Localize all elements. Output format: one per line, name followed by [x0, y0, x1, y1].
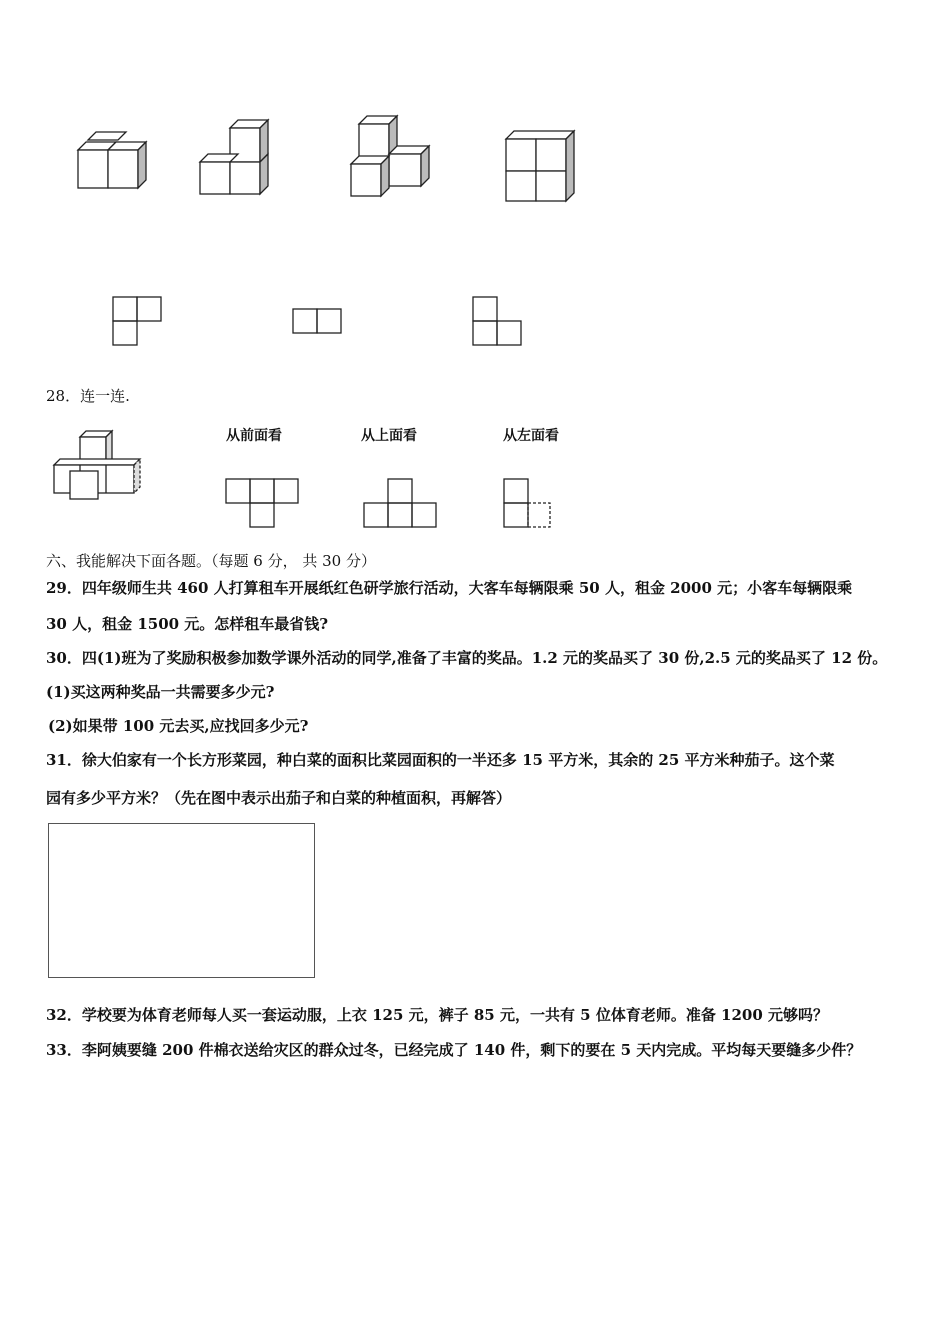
q30-sub2: (2)如果带 100 元去买,应找回多少元?	[48, 717, 309, 735]
q33-text: 33．李阿姨要缝 200 件棉衣送给灾区的群众过冬，已经完成了 140 件，剩下的要在 5 天内完成。平均每天要缝多少件？	[46, 1041, 862, 1059]
garden-rectangle	[48, 823, 315, 978]
q28-view-left	[502, 477, 562, 531]
view-label-top: 从上面看	[361, 428, 417, 444]
q29-line1: 29．四年级师生共 460 人打算租车开展纸红色研学旅行活动，大客车每辆限乘 50 人，租金 2000 元；小客车每辆限乘	[46, 579, 853, 597]
q28-view-top	[362, 477, 442, 531]
view-shape-2	[292, 308, 344, 336]
q31-line2: 园有多少平方米？（先在图中表示出茄子和白菜的种植面积，再解答）	[46, 789, 512, 807]
cube-figure-2	[192, 118, 282, 198]
section-heading: 六、我能解决下面各题。（每题 6 分， 共 30 分）	[46, 552, 376, 570]
q31-line1: 31．徐大伯家有一个长方形菜园，种白菜的面积比菜园面积的一半还多 15 平方米，其余的 25 平方米种茄子。这个菜	[46, 751, 835, 769]
view-shape-3	[472, 296, 524, 348]
cube-figure-3	[345, 110, 440, 200]
view-label-left: 从左面看	[503, 428, 559, 444]
view-shape-1	[112, 296, 164, 348]
q29-line2: 30 人，租金 1500 元。怎样租车最省钱?	[46, 615, 329, 633]
cube-figure-4	[500, 125, 590, 205]
q32-text: 32．学校要为体育老师每人买一套运动服，上衣 125 元，裤子 85 元，一共有 5 位体育老师。准备 1200 元够吗？	[46, 1006, 829, 1024]
q28-solid-figure	[50, 425, 150, 505]
q30-sub1: (1)买这两种奖品一共需要多少元?	[46, 683, 275, 701]
q30-line1: 30．四(1)班为了奖励积极参加数学课外活动的同学,准备了丰富的奖品。1.2 元的奖品买了 30 份,2.5 元的奖品买了 12 份。	[46, 649, 888, 667]
cube-figure-1	[70, 130, 160, 200]
view-label-front: 从前面看	[226, 428, 282, 444]
q28-view-front	[224, 477, 304, 531]
q28-text: 28．连一连.	[46, 387, 130, 405]
